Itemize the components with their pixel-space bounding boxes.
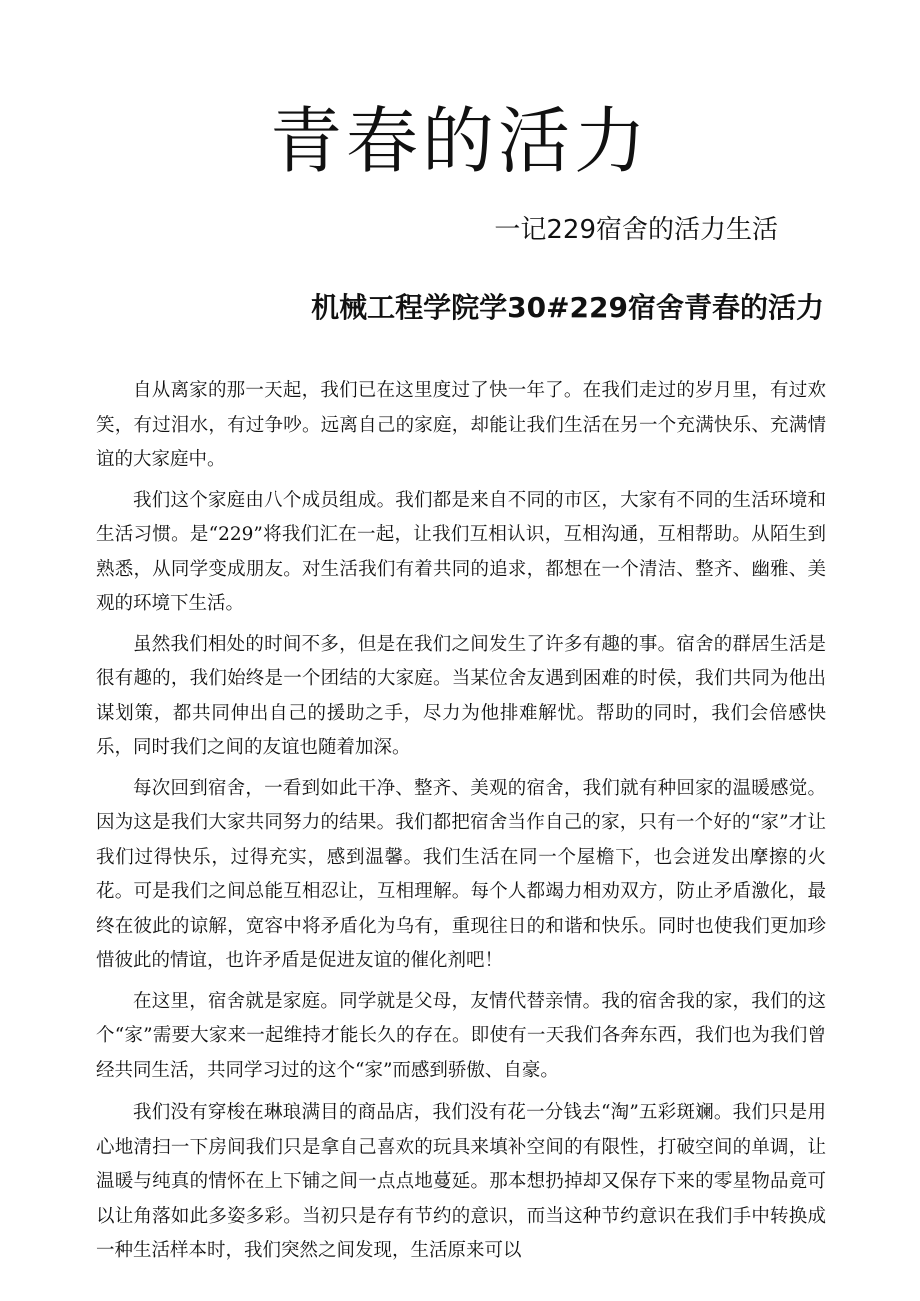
paragraph: 每次回到宿舍，一看到如此干净、整齐、美观的宿舍，我们就有种回家的温暖感觉。因为这是我们大家共同努力的结果。我们都把宿舍当作自己的家，只有一个好的“家”才让我们过得快乐，过得充实，感到温馨。我们生活在同一个屋檐下，也会迸发出摩擦的火花。可是我们之间总能互相忍让，互相理解。每个人都竭力相劝双方，防止矛盾激化，最终在彼此的谅解，宽容中将矛盾化为乌有，重现往日的和谐和快乐。同时也使我们更加珍惜彼此的情谊，也许矛盾是促进友谊的催化剂吧！: [96, 777, 826, 971]
paragraph: 我们没有穿梭在琳琅满目的商品店，我们没有花一分钱去“淘”五彩斑斓。我们只是用心地清扫一下房间我们只是拿自己喜欢的玩具来填补空间的有限性，打破空间的单调，让温暖与纯真的情怀在上下铺之间一点点地蔓延。那本想扔掉却又保存下来的零星物品竟可以让角落如此多姿多彩。当初只是存有节约的意识，而当这种节约意识在我们手中转换成一种生活样本时，我们突然之间发现，生活原来可以: [96, 1102, 826, 1261]
doc-title: 青春的活力: [269, 99, 650, 183]
paragraph: 自从离家的那一天起，我们已在这里度过了快一年了。在我们走过的岁月里，有过欢笑，有过泪水，有过争吵。远离自己的家庭，却能让我们生活在另一个充满快乐、充满情谊的大家庭中。: [96, 380, 826, 470]
doc-subtitle: 一记229宿舍的活力生活: [494, 215, 778, 245]
doc-heading: 机械工程学院学30#229宿舍青春的活力: [311, 291, 824, 324]
paragraph: 在这里，宿舍就是家庭。同学就是父母，友情代替亲情。我的宿舍我的家，我们的这个“家”需要大家来一起维持才能长久的存在。即使有一天我们各奔东西，我们也为我们曾经共同生活，共同学习过的这个“家”而感到骄傲、自豪。: [96, 990, 826, 1081]
paragraph: 我们这个家庭由八个成员组成。我们都是来自不同的市区，大家有不同的生活环境和生活习惯。是“229”将我们汇在一起，让我们互相认识，互相沟通，互相帮助。从陌生到熟悉，从同学变成朋友。对生活我们有着共同的追求，都想在一个清洁、整齐、幽雅、美观的环境下生活。: [96, 489, 826, 614]
doc-body: [96, 374, 826, 1275]
paragraph: 虽然我们相处的时间不多，但是在我们之间发生了许多有趣的事。宿舍的群居生活是很有趣的，我们始终是一个团结的大家庭。当某位舍友遇到困难的时侯，我们共同为他出谋划策，都共同伸出自己的援助之手，尽力为他排难解忧。帮助的同时，我们会倍感快乐，同时我们之间的友谊也随着加深。: [96, 633, 826, 758]
